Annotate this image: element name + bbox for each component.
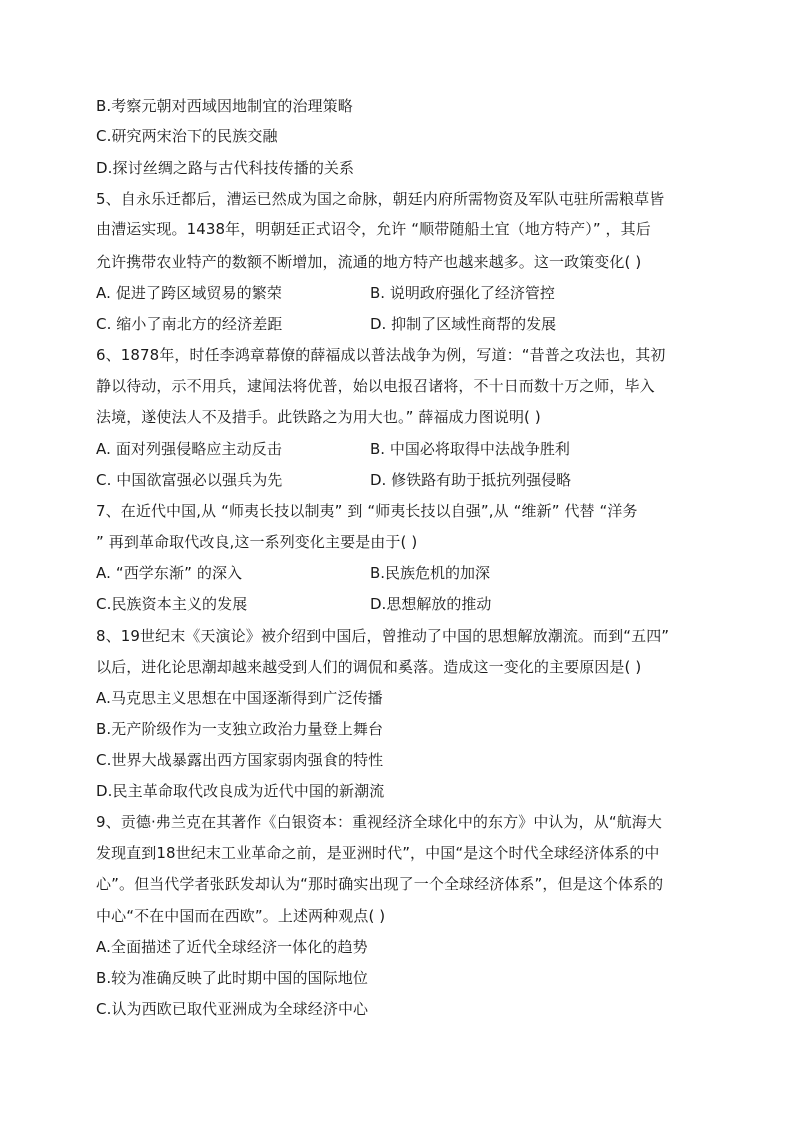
q9-stem-line: 9、贡德·弗兰克在其著作《白银资本：重视经济全球化中的东方》中认为，从“航海大 bbox=[96, 813, 662, 831]
q4-option-b: B.考察元朝对西域因地制宜的治理策略 bbox=[96, 97, 353, 115]
q8-option-c: C.世界大战暴露出西方国家弱肉强食的特性 bbox=[96, 751, 384, 769]
q6-stem-line: 法境，遂使法人不及措手。此铁路之为用大也。” 薛福成力图说明( ) bbox=[96, 408, 541, 426]
q5-option-a: A. 促进了跨区域贸易的繁荣 bbox=[96, 284, 282, 302]
q8-stem-line: 以后，进化论思潮却越来越受到人们的调侃和奚落。造成这一变化的主要原因是( ) bbox=[96, 658, 642, 676]
q5-stem-line: 由漕运实现。1438年，明朝廷正式诏令，允许 “顺带随船土宜（地方特产）” ，其后 bbox=[96, 220, 651, 238]
q7-option-d: D.思想解放的推动 bbox=[370, 595, 492, 613]
q5-option-c: C. 缩小了南北方的经济差距 bbox=[96, 315, 283, 333]
q5-stem-line: 5、自永乐迁都后，漕运已然成为国之命脉，朝廷内府所需物资及军队屯驻所需粮草皆 bbox=[96, 190, 665, 208]
q8-option-d: D.民主革命取代改良成为近代中国的新潮流 bbox=[96, 782, 385, 800]
q6-stem-line: 静以待动，示不用兵，逮闻法将优普，始以电报召诸将，不十日而数十万之师，毕入 bbox=[96, 377, 655, 395]
q5-option-d: D. 抑制了区域性商帮的发展 bbox=[370, 315, 557, 333]
q4-option-c: C.研究两宋治下的民族交融 bbox=[96, 127, 278, 145]
q6-option-d: D. 修铁路有助于抵抗列强侵略 bbox=[370, 471, 572, 489]
q7-option-c: C.民族资本主义的发展 bbox=[96, 595, 248, 613]
q7-option-a: A. “西学东渐” 的深入 bbox=[96, 564, 243, 582]
q8-option-b: B.无产阶级作为一支独立政治力量登上舞台 bbox=[96, 720, 384, 738]
q7-stem-line: ” 再到革命取代改良,这一系列变化主要是由于( ) bbox=[96, 533, 418, 551]
q5-option-b: B. 说明政府强化了经济管控 bbox=[370, 284, 555, 302]
q4-option-d: D.探讨丝绸之路与古代科技传播的关系 bbox=[96, 159, 355, 177]
q9-option-b: B.较为准确反映了此时期中国的国际地位 bbox=[96, 969, 368, 987]
q6-stem-line: 6、1878年，时任李鸿章幕僚的薛福成以普法战争为例，写道：“昔普之攻法也，其初 bbox=[96, 346, 666, 364]
q9-stem-line: 发现直到18世纪末工业革命之前，是亚洲时代”，中国“是这个时代全球经济体系的中 bbox=[96, 844, 660, 862]
q9-option-c: C.认为西欧已取代亚洲成为全球经济中心 bbox=[96, 1000, 369, 1018]
q6-option-c: C. 中国欲富强必以强兵为先 bbox=[96, 471, 283, 489]
q6-option-a: A. 面对列强侵略应主动反击 bbox=[96, 440, 282, 458]
q7-option-b: B.民族危机的加深 bbox=[370, 564, 491, 582]
q6-option-b: B. 中国必将取得中法战争胜利 bbox=[370, 440, 570, 458]
q9-option-a: A.全面描述了近代全球经济一体化的趋势 bbox=[96, 938, 368, 956]
q9-stem-line: 心”。但当代学者张跃发却认为“那时确实出现了一个全球经济体系”，但是这个体系的 bbox=[96, 875, 664, 893]
q7-stem-line: 7、在近代中国,从 “师夷长技以制夷” 到 “师夷长技以自强”,从 “维新” 代替 “洋务 bbox=[96, 502, 638, 520]
q8-option-a: A.马克思主义思想在中国逐渐得到广泛传播 bbox=[96, 689, 383, 707]
q8-stem-line: 8、19世纪末《天演论》被介绍到中国后，曾推动了中国的思想解放潮流。而到“五四” bbox=[96, 627, 670, 645]
q5-stem-line: 允许携带农业特产的数额不断增加，流通的地方特产也越来越多。这一政策变化( ) bbox=[96, 253, 642, 271]
q9-stem-line: 中心“不在中国而在西欧”。上述两种观点( ) bbox=[96, 907, 386, 925]
